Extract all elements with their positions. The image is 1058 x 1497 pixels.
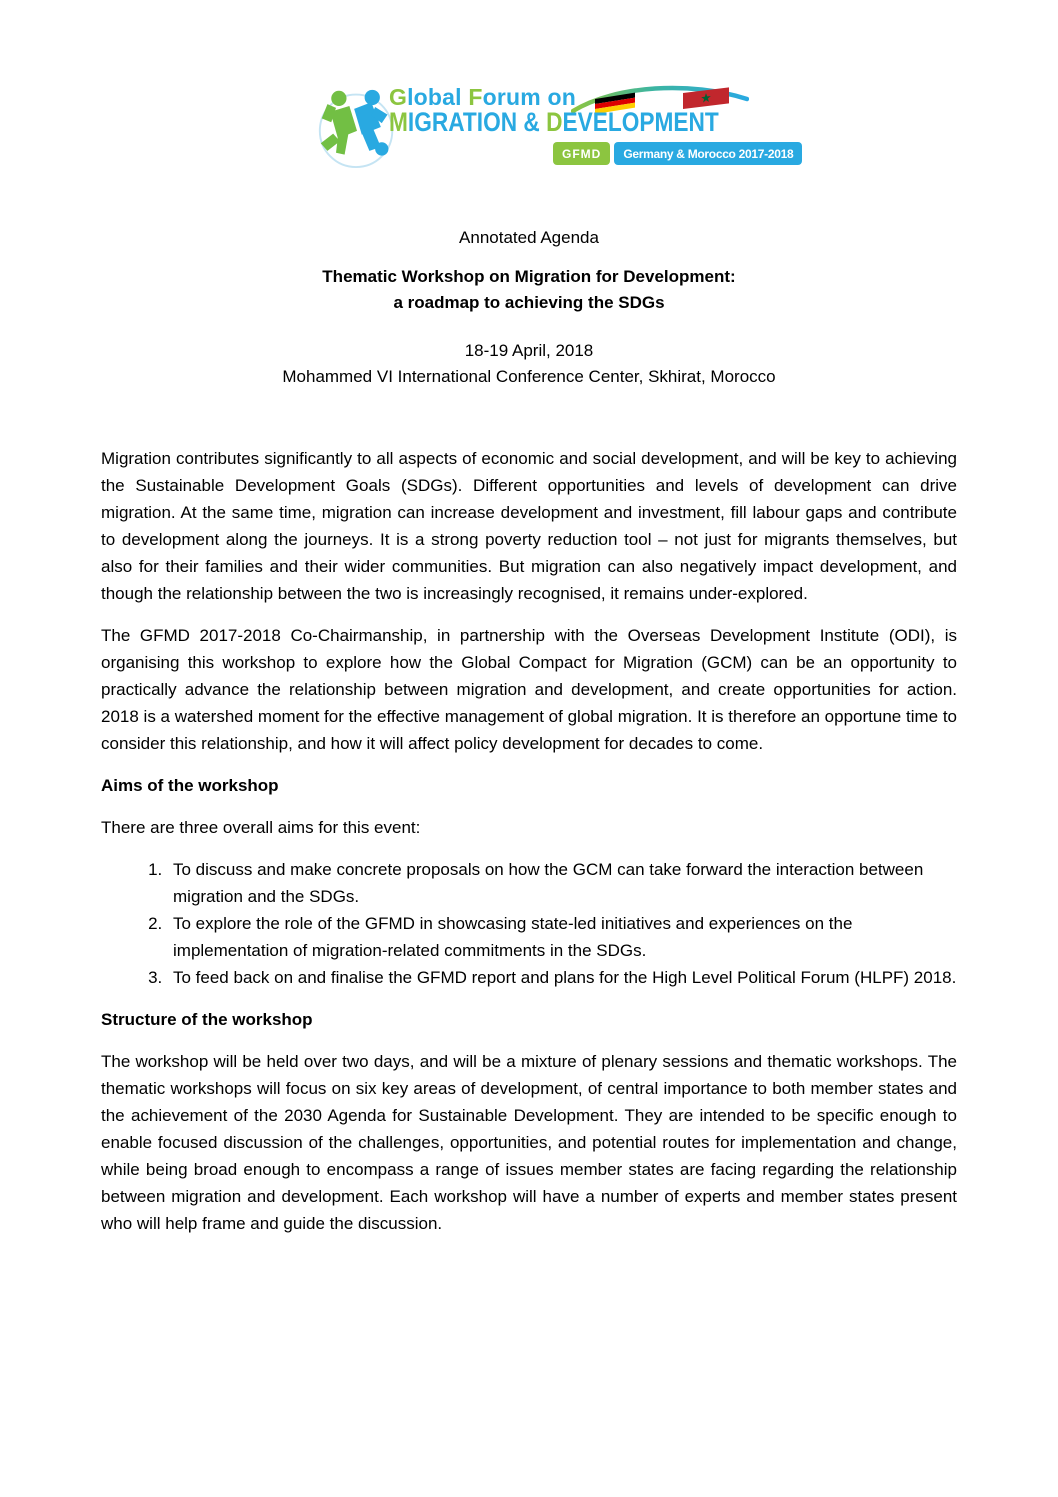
gfmd-dancing-figures-icon (313, 86, 401, 168)
aims-list-item-3: 3. To feed back on and finalise the GFMD report and plans for the High Level Political Forum (HLPF) 2018. (167, 964, 957, 991)
workshop-title-line1: Thematic Workshop on Migration for Development: (322, 267, 736, 286)
event-date: 18-19 April, 2018 (464, 341, 594, 360)
logo-text-evelopment: EVELOPMENT (562, 107, 719, 137)
logo-badges (553, 142, 802, 165)
structure-heading: Structure of the workshop (101, 1010, 313, 1029)
logo-text-lobal: lobal (407, 84, 469, 110)
aims-list (101, 856, 957, 991)
logo-letter-g: G (389, 84, 408, 110)
chairmanship-badge: Germany & Morocco 2017-2018 (614, 142, 802, 165)
gfmd-logo (313, 84, 794, 172)
aims-list-item-1: 1. To discuss and make concrete proposals on how the GCM can take forward the interaction between migration and the SDGs. (167, 856, 957, 910)
aims-list-item-2: 2. To explore the role of the GFMD in showcasing state-led initiatives and experiences on the implementation of migration-related commitments in the SDGs. (167, 910, 957, 964)
title-block (0, 228, 1058, 390)
logo-letter-m: M (389, 107, 408, 137)
aims-intro: There are three overall aims for this event: (101, 818, 421, 837)
structure-paragraph: The workshop will be held over two days, and will be a mixture of plenary sessions and thematic workshops. The thematic workshops will focus on six key areas of development, of central importance to both member states and the achievement of the 2030 Agenda for Sustainable Development. They are intended to be specific enough to enable focused discussion of the challenges, opportunities, and potential routes for implementation and change, while being broad enough to encompass a range of issues member states are facing regarding the relationship between migration and development. Each workshop will have a number of experts and member states present who will help frame and guide the discussion. (101, 1052, 957, 1233)
logo-text-igration: IGRATION & (407, 107, 547, 137)
intro-paragraph-2: The GFMD 2017-2018 Co-Chairmanship, in partnership with the Overseas Development Institute (ODI), is organising this workshop to explore how the Global Compact for Migration (GCM) can be an opportunity to practically advance the relationship between migration and development, and create opportunities for action. 2018 is a watershed moment for the effective management of global migration. It is therefore an opportune time to consider this relationship, and how it will affect policy development for decades to come. (101, 626, 957, 753)
logo-text-orum-on: orum on (482, 84, 576, 110)
event-venue: Mohammed VI International Conference Center, Skhirat, Morocco (282, 367, 776, 386)
logo-letter-f: F (468, 84, 483, 110)
workshop-title-line2: a roadmap to achieving the SDGs (393, 293, 665, 312)
logo-wordmark-line2 (389, 107, 719, 138)
logo-letter-d: D (546, 107, 563, 137)
gfmd-badge: GFMD (553, 142, 610, 165)
aims-heading: Aims of the workshop (101, 776, 279, 795)
intro-paragraph-1: Migration contributes significantly to all aspects of economic and social development, and will be key to achieving the Sustainable Development Goals (SDGs). Different opportunities and levels of development can drive migration. At the same time, migration can increase development and investment, fill labour gaps and contribute to development along the journeys. It is a strong poverty reduction tool – not just for migrants themselves, but also for their families and their wider communities. But migration can also negatively impact development, and though the relationship between the two is increasingly recognised, it remains under-explored. (101, 449, 957, 603)
document-body (101, 445, 957, 1252)
document-type: Annotated Agenda (459, 228, 599, 247)
